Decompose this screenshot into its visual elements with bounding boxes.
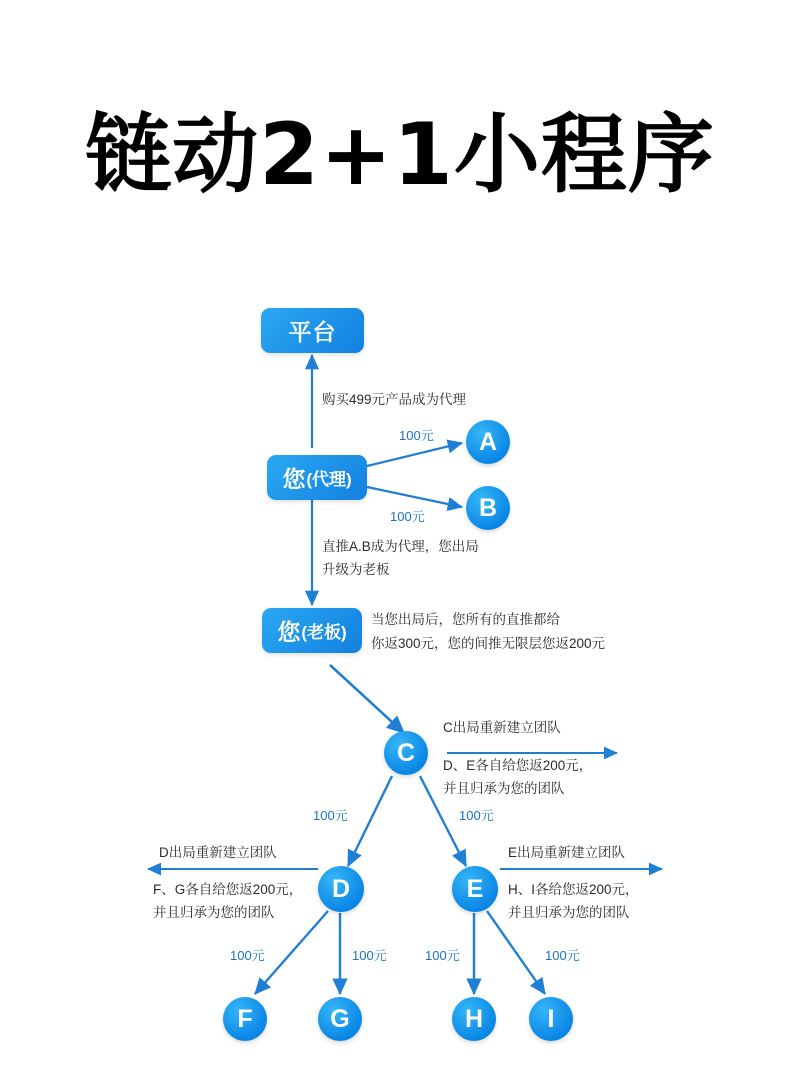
label-amount-e-to-h: 100元 (425, 948, 460, 963)
node-you-agent[interactable] (267, 455, 367, 500)
node-a[interactable] (466, 420, 510, 464)
node-h-label: H (464, 1004, 484, 1033)
label-boss-note-2: 你返300元，您的间推无限层您返200元 (371, 636, 606, 651)
node-you-agent-main: 您 (282, 466, 307, 492)
node-i[interactable] (529, 997, 573, 1041)
label-amount-d-to-f: 100元 (230, 948, 265, 963)
node-you-boss[interactable] (262, 608, 362, 653)
node-c[interactable] (384, 731, 428, 775)
label-d-note-1: F、G各自给您返200元， (153, 882, 303, 897)
label-amount-e-to-i: 100元 (545, 948, 580, 963)
node-d-label: D (331, 874, 351, 903)
label-boss-note-1: 当您出局后，您所有的直推都给 (371, 612, 560, 627)
node-b-label: B (478, 493, 498, 522)
label-e-note-1: H、I各给您返200元， (508, 882, 639, 897)
node-you-boss-main: 您 (277, 619, 302, 645)
node-a-label: A (478, 427, 498, 456)
node-h[interactable] (452, 997, 496, 1041)
node-platform[interactable] (261, 308, 364, 353)
label-buy-agent: 购买499元产品成为代理 (322, 392, 467, 407)
label-d-note-2: 并且归承为您的团队 (153, 905, 275, 920)
node-platform-label: 平台 (288, 319, 337, 345)
label-d-rebuild: D出局重新建立团队 (159, 845, 277, 860)
label-c-rebuild: C出局重新建立团队 (443, 720, 561, 735)
label-e-note-2: 并且归承为您的团队 (508, 905, 630, 920)
node-e[interactable] (452, 866, 498, 912)
label-amount-c-to-d: 100元 (313, 808, 348, 823)
node-f[interactable] (223, 997, 267, 1041)
label-direct-push-2: 升级为老板 (322, 562, 390, 577)
node-f-label: F (237, 1004, 253, 1033)
node-g-label: G (330, 1004, 350, 1033)
node-you-boss-sub: (老板) (301, 623, 347, 642)
node-e-label: E (466, 874, 484, 903)
node-c-label: C (396, 738, 416, 767)
label-amount-b: 100元 (390, 509, 425, 524)
node-g[interactable] (318, 997, 362, 1041)
page-title: 链动2+1小程序 (85, 105, 715, 205)
label-amount-c-to-e: 100元 (459, 808, 494, 823)
label-e-rebuild: E出局重新建立团队 (508, 845, 626, 860)
label-c-note-2: 并且归承为您的团队 (443, 781, 565, 796)
label-c-note-1: D、E各自给您返200元， (443, 758, 593, 773)
label-direct-push-1: 直推A.B成为代理，您出局 (322, 539, 479, 554)
label-amount-a: 100元 (399, 428, 434, 443)
node-you-agent-sub: (代理) (306, 470, 352, 489)
label-amount-d-to-g: 100元 (352, 948, 387, 963)
node-d[interactable] (318, 866, 364, 912)
node-b[interactable] (466, 486, 510, 530)
node-i-label: I (547, 1004, 555, 1033)
